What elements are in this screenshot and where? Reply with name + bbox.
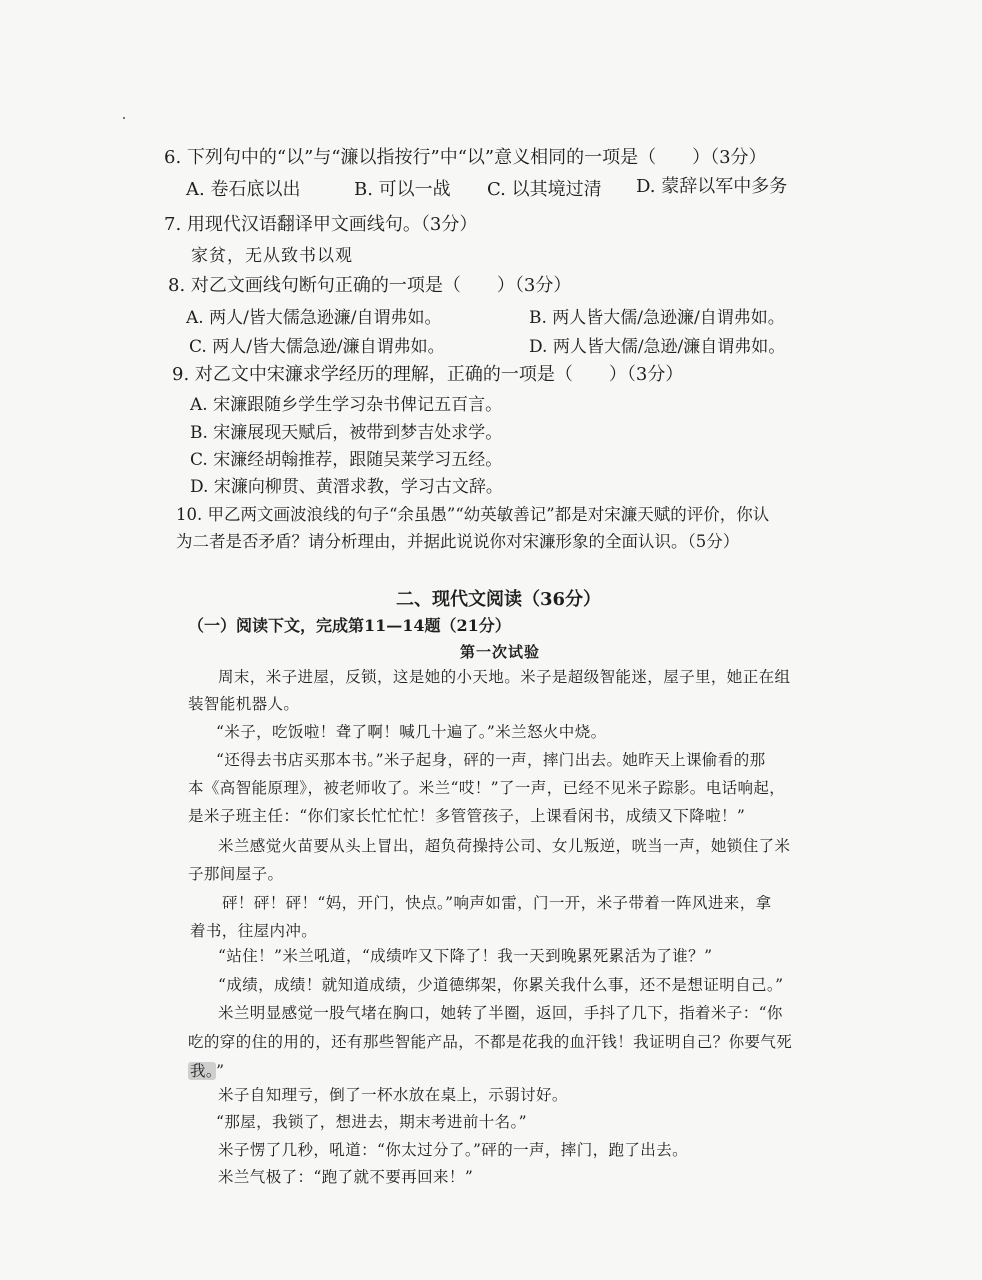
story-p8-line-2: 吃的穿的住的用的，还有那些智能产品，不都是花我的血汗钱！我证明自己？你要气死 [188,1033,793,1051]
q7-stem: 7. 用现代汉语翻译甲文画线句。（3分） [164,214,478,235]
q10-line-2: 为二者是否矛盾？请分析理由，并据此说说你对宋濂形象的全面认识。（5分） [176,532,740,551]
q9-option-d: D. 宋濂向柳贯、黄溍求教，学习古文辞。 [190,477,503,497]
story-p9: 米子自知理亏，倒了一杯水放在桌上，示弱讨好。 [218,1086,568,1104]
story-p8-line-1: 米兰明显感觉一股气堵在胸口，她转了半圈，返回，手抖了几下，指着米子：“你 [218,1004,783,1022]
q6-option-d: D. 蒙辞以军中多务 [636,176,788,197]
story-p1-line-1: 周末，米子进屋，反锁，这是她的小天地。米子是超级智能迷，屋子里，她正在组 [218,668,791,686]
q9-option-a: A. 宋濂跟随乡学生学习杂书俾记五百言。 [190,395,503,415]
q8-option-c: C. 两人/皆大儒急逊/濂自谓弗如。 [189,337,445,357]
q6-option-a: A. 卷石底以出 [186,179,301,200]
story-p2: “米子，吃饭啦！聋了啊！喊几十遍了。”米兰怒火中烧。 [216,723,607,741]
story-p3-line-2: 本《高智能原理》，被老师收了。米兰“哎！”了一声，已经不见米子踪影。电话响起， [188,779,786,797]
story-p3-line-3: 是米子班主任：“你们家长忙忙忙！多管管孩子，上课看闲书，成绩又下降啦！” [188,807,746,825]
q8-option-d: D. 两人皆大儒/急逊/濂自谓弗如。 [529,337,786,357]
story-p6: “站住！”米兰吼道，“成绩咋又下降了！我一天到晚累死累活为了谁？” [218,947,713,965]
q6-option-c: C. 以其境过清 [487,179,602,200]
section-2-subtitle: （一）阅读下文，完成第11—14题（21分） [188,616,511,635]
story-p11: 米子愣了几秒，吼道：“你太过分了。”砰的一声，摔门，跑了出去。 [218,1141,689,1159]
story-p8-line-3 [188,1060,224,1082]
smudged-text: 我。 [190,1062,215,1080]
q9-option-b: B. 宋濂展现天赋后，被带到梦吉处求学。 [190,423,503,443]
story-p4-line-1: 米兰感觉火苗要从头上冒出，超负荷操持公司、女儿叛逆，咣当一声，她锁住了米 [218,837,791,855]
q6-option-b: B. 可以一战 [354,179,451,200]
story-p12: 米兰气极了：“跑了就不要再回来！” [218,1168,474,1186]
story-p5-line-1: 砰！砰！砰！“妈，开门，快点。”响声如雷，门一开，米子带着一阵风进来，拿 [222,894,772,912]
section-2-title: 二、现代文阅读（36分） [396,589,602,610]
q9-option-c: C. 宋濂经胡翰推荐，跟随吴莱学习五经。 [190,450,503,470]
story-p10: “那屋，我锁了，想进去，期末考进前十名。” [216,1113,527,1131]
q9-stem: 9. 对乙文中宋濂求学经历的理解，正确的一项是（ ）（3分） [172,364,684,385]
q7-sentence: 家贫，无从致书以观 [191,246,353,266]
story-p7: “成绩，成绩！就知道成绩，少道德绑架，你累关我什么事，还不是想证明自己。” [218,976,784,994]
q10-line-1: 10. 甲乙两文画波浪线的句子“余虽愚”“幼英敏善记”都是对宋濂天赋的评价，你认 [176,505,770,524]
story-p5-line-2: 着书，往屋内冲。 [190,922,318,940]
q8-option-b: B. 两人皆大儒/急逊濂/自谓弗如。 [529,308,785,328]
story-p1-line-2: 装智能机器人。 [188,695,300,713]
story-p4-line-2: 子那间屋子。 [188,865,284,883]
q6-stem: 6. 下列句中的“以”与“濂以指按行”中“以”意义相同的一项是（ ）（3分） [164,147,767,168]
scan-speck [123,117,125,119]
q8-stem: 8. 对乙文画线句断句正确的一项是（ ）（3分） [168,275,572,296]
story-p8-closing-quote: ” [216,1062,225,1080]
q8-option-a: A. 两人/皆大儒急逊濂/自谓弗如。 [186,308,442,328]
story-title: 第一次试验 [460,643,541,661]
story-p3-line-1: “还得去书店买那本书。”米子起身，砰的一声，摔门出去。她昨天上课偷看的那 [216,751,766,769]
